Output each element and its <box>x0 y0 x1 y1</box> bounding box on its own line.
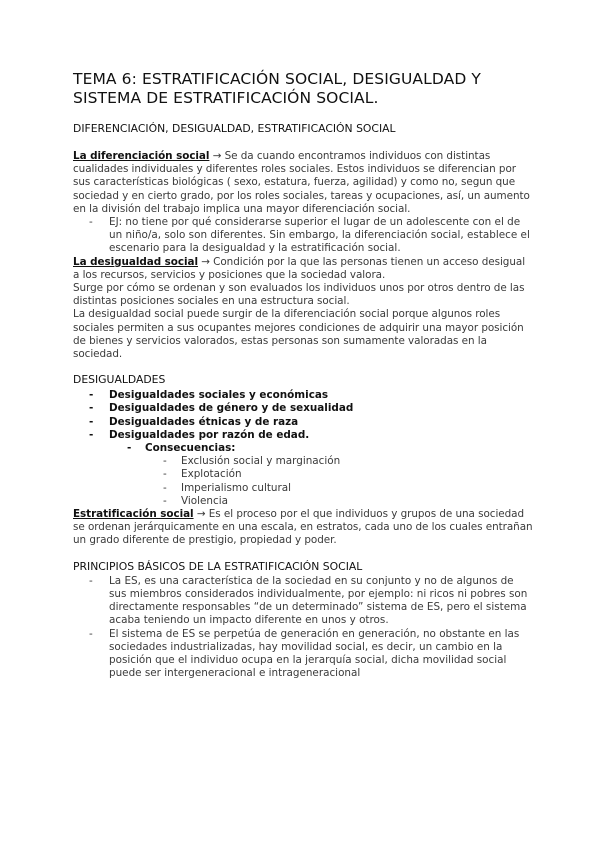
document-page <box>73 70 533 680</box>
list-item: - Desigualdades de género y de sexualidad <box>89 402 354 415</box>
section-heading-principios: PRINCIPIOS BÁSICOS DE LA ESTRATIFICACIÓN SOCIAL <box>73 559 363 573</box>
diferenciacion-definition: Se da cuando encontramos individuos con distintas cualidades individuales y diferentes roles sociales. Estos individuos se diferencian por sus características biológicas ( sexo, estatura, fuerza, agilidad) y como no, segun que sociedad y en cierto grado, por los roles sociales, tareas y ocupaciones, así, un aumento en la división del trabajo implica una mayor diferenciación social. <box>73 150 530 215</box>
list-item: - Exclusión social y marginación <box>163 455 341 468</box>
dash-bullet: - <box>89 216 93 229</box>
section-heading-diferenciacion: DIFERENCIACIÓN, DESIGUALDAD, ESTRATIFICACIÓN SOCIAL <box>73 122 396 135</box>
list-item <box>73 216 533 256</box>
list-item: - Explotación <box>163 468 242 481</box>
arrow-icon: → <box>212 150 222 162</box>
list-item: - Desigualdades étnicas y de raza <box>89 415 299 428</box>
term-desigualdad-social: La desigualdad social <box>73 255 198 268</box>
document-title: TEMA 6: ESTRATIFICACIÓN SOCIAL, DESIGUALDAD Y SISTEMA DE ESTRATIFICACIÓN SOCIAL. <box>73 70 481 107</box>
arrow-icon: → <box>201 255 210 268</box>
estratificacion-definition: Es el proceso por el que individuos y grupos de una sociedad se ordenan jerárquicamente en una escala, en estratos, cada uno de los cuales entrañan un grado diferente de prestigio, propiedad y poder. <box>73 508 533 547</box>
list-item: - Imperialismo cultural <box>163 481 292 494</box>
list-item: - Desigualdades por razón de edad. <box>89 428 310 441</box>
paragraph-desigualdad-2: Surge por cómo se ordenan y son evaluados los individuos unos por otros dentro de las distintas posiciones sociales en una estructura social. <box>73 282 525 308</box>
principios-list <box>73 575 533 681</box>
consequences-list <box>73 455 533 508</box>
paragraph-desigualdad <box>73 256 533 282</box>
paragraph-estratificacion <box>73 508 533 548</box>
section-heading-desigualdades: DESIGUALDADES <box>73 373 166 387</box>
example-text: EJ: no tiene por qué considerarse superior el lugar de un adolescente con el de un niño/a, solo son diferentes. Sin embargo, la diferenciación social, establece el escenario para la desigualdad y la estratificación social. <box>109 216 530 255</box>
example-list <box>73 216 533 256</box>
arrow-icon: → <box>196 508 206 521</box>
paragraph-diferenciacion <box>73 150 533 216</box>
desigualdad-definition: Condición por la que las personas tienen un acceso desigual a los recursos, servicios y posiciones que la sociedad valora. <box>73 255 526 281</box>
list-item: - Violencia <box>163 494 228 507</box>
consequences-label: Consecuencias: <box>145 442 236 455</box>
consequences-group <box>73 442 533 455</box>
term-diferenciacion-social: La diferenciación social <box>73 150 210 162</box>
desigualdades-list <box>73 389 533 442</box>
paragraph-desigualdad-3: La desigualdad social puede surgir de la diferenciación social porque algunos roles sociales permiten a sus ocupantes mejores condiciones de adquirir una mayor posición de bienes y servicios valorados, estas personas son sumamente valoradas en la sociedad. <box>73 308 524 361</box>
list-item: - Desigualdades sociales y económicas <box>89 389 329 402</box>
list-item: - El sistema de ES se perpetúa de generación en generación, no obstante en las sociedades industrializadas, hay movilidad social, es decir, un cambio en la posición que el individuo ocupa en la jerarquía social, dicha movilidad social puede ser intergeneracional e intrageneracional <box>89 627 520 680</box>
term-estratificacion-social: Estratificación social <box>73 508 194 521</box>
list-item: - La ES, es una característica de la sociedad en su conjunto y no de algunos de sus miembros considerados individualmente, por ejemplo: ni ricos ni pobres son directamente responsables “de un determinado” sistema de ES, pero el sistema acaba teniendo un impacto diferente en unos y otros. <box>89 574 528 627</box>
list-item: - Consecuencias: <box>127 442 236 455</box>
